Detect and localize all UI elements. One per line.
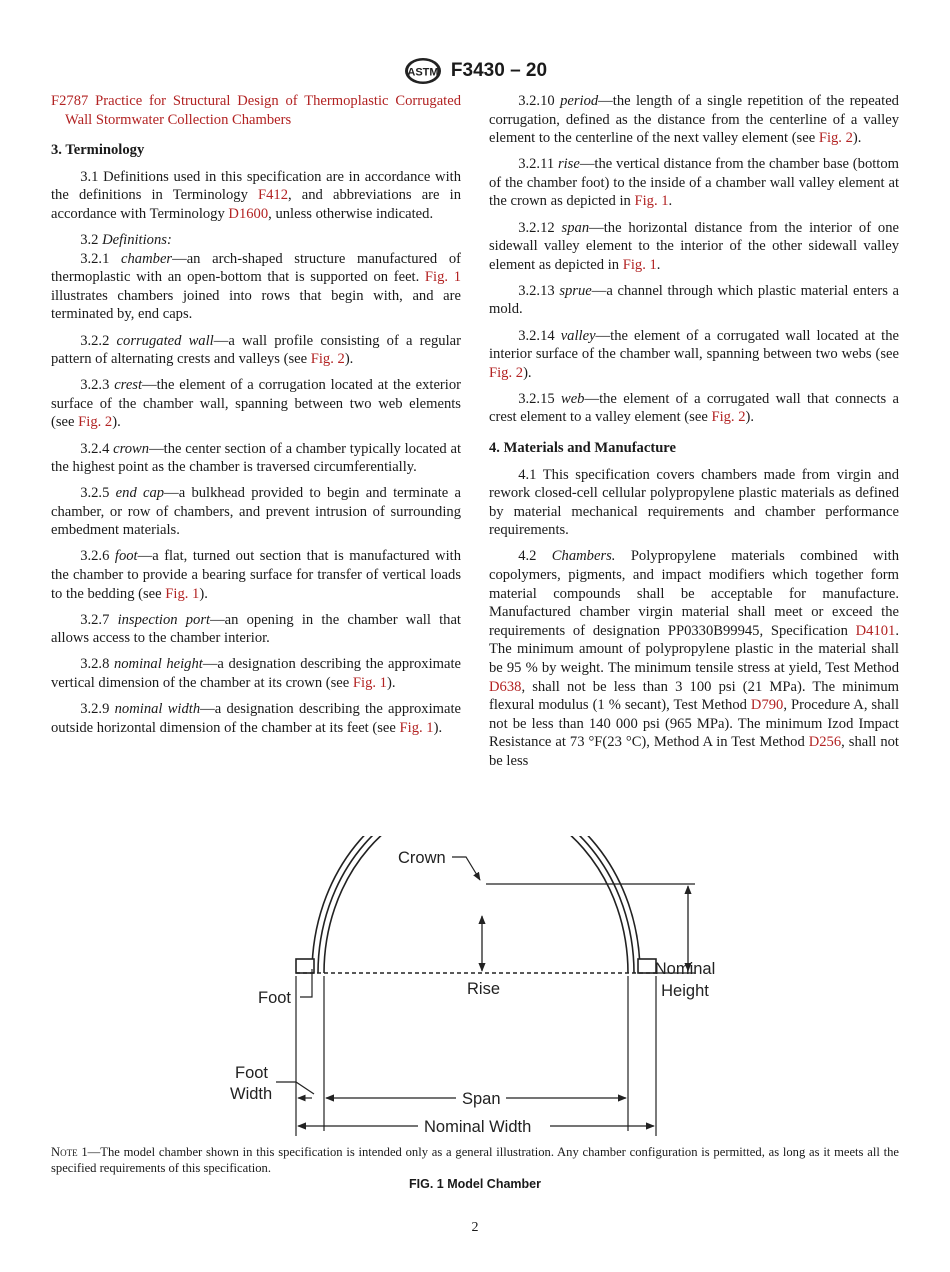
svg-text:ASTM: ASTM bbox=[407, 66, 439, 79]
link-d790[interactable]: D790 bbox=[750, 697, 784, 714]
para-3-2-12: 3.2.12 span—the horizontal distance from the interior of one sidewall valley element to the interior of the other sidewall valley element as depicted in Fig. 1. bbox=[489, 219, 899, 273]
link-d638[interactable]: D638 bbox=[489, 678, 522, 695]
page-header bbox=[0, 56, 950, 86]
section-heading-materials: 4. Materials and Manufacture bbox=[489, 440, 676, 456]
reference-f2787 bbox=[51, 92, 461, 129]
link-d1600[interactable]: D1600 bbox=[228, 205, 269, 222]
para-3-2-2: 3.2.2 corrugated wall—a wall profile consisting of a regular pattern of alternating crests and valleys (see Fig. 2). bbox=[51, 332, 461, 368]
label-nominal-height-2: Height bbox=[661, 982, 709, 1000]
link-fig2[interactable]: Fig. 2 bbox=[78, 414, 113, 431]
para-3-2-15: 3.2.15 web—the element of a corrugated wall that connects a crest element to a valley element (see Fig. 2). bbox=[489, 390, 899, 426]
label-foot: Foot bbox=[258, 989, 292, 1007]
figure-caption: FIG. 1 Model Chamber bbox=[409, 1177, 541, 1191]
link-fig2[interactable]: Fig. 2 bbox=[310, 351, 345, 368]
link-fig2[interactable]: Fig. 2 bbox=[489, 364, 524, 381]
para-3-2-1: 3.2.1 chamber—an arch-shaped structure manufactured of thermoplastic with an open-bottom that is supported on feet. Fig. 1 illustrates chambers joined into rows that begin with, and are terminated by, end caps. bbox=[51, 250, 461, 323]
link-fig1[interactable]: Fig. 1 bbox=[399, 719, 434, 736]
para-3-2: 3.2 Definitions: bbox=[80, 232, 172, 249]
para-3-2-4: 3.2.4 crown—the center section of a chamber typically located at the highest point as the chamber is traversed circumferentially. bbox=[51, 440, 461, 476]
link-d4101[interactable]: D4101 bbox=[855, 622, 896, 639]
label-span: Span bbox=[462, 1090, 501, 1108]
para-3-2-10: 3.2.10 period—the length of a single repetition of the repeated corrugation, defined as the distance from the centerline of a valley element to the centerline of the next valley element (see Fig. 2). bbox=[489, 93, 899, 147]
link-d256[interactable]: D256 bbox=[808, 734, 842, 751]
link-fig1[interactable]: Fig. 1 bbox=[424, 269, 461, 286]
para-3-2-6: 3.2.6 foot—a flat, turned out section that is manufactured with the chamber to provide a bearing surface for transfer of vertical loads to the bedding (see Fig. 1). bbox=[51, 548, 461, 602]
label-foot-width-2: Width bbox=[230, 1085, 273, 1103]
label-nominal-width: Nominal Width bbox=[424, 1118, 532, 1136]
right-foot bbox=[638, 959, 656, 973]
para-3-2-9: 3.2.9 nominal width—a designation describing the approximate outside horizontal dimension of the chamber at its feet (see Fig. 1). bbox=[51, 701, 462, 736]
para-3-2-5: 3.2.5 end cap—a bulkhead provided to begin and terminate a chamber, or row of chambers, and prevent intrusion of surrounding embedment materials. bbox=[51, 485, 461, 539]
para-3-2-7: 3.2.7 inspection port—an opening in the chamber wall that allows access to the chamber interior. bbox=[51, 611, 461, 647]
label-crown: Crown bbox=[398, 849, 446, 867]
right-column bbox=[489, 92, 899, 778]
ref-link[interactable]: F2787 bbox=[51, 93, 89, 109]
label-rise: Rise bbox=[467, 980, 501, 998]
para-3-2-8: 3.2.8 nominal height—a designation describing the approximate vertical dimension of the chamber at its crown (see Fig. 1). bbox=[51, 656, 461, 692]
para-4-2: 4.2 Chambers. Polypropylene materials combined with copolymers, pigments, and impact modifiers which together form material compounds shall be acceptable for manufacture. Manufactured chamber virgin material shall meet or exceed the requirements of designation PP0330B99945, Specification D4101. The minimum amount of polypropylene plastic in the material shall be 95 % by weight. The minimum tensile stress at yield, Test Method D638, shall not be less than 3 100 psi (21 MPa). The minimum flexural modulus (1 % secant), Test Method D790, Procedure A, shall not be less than 140 000 psi (965 MPa). The minimum Izod Impact Resistance at 73 °F(23 °C), Method A in Test Method D256, shall not be less bbox=[489, 548, 899, 769]
link-fig1[interactable]: Fig. 1 bbox=[634, 193, 669, 210]
link-fig1[interactable]: Fig. 1 bbox=[165, 585, 200, 602]
label-nominal-height-1: Nominal bbox=[654, 960, 716, 978]
section-heading-terminology: 3. Terminology bbox=[51, 142, 145, 159]
para-3-1: 3.1 Definitions used in this specification are in accordance with the definitions in Terminology F412, and abbreviations are in accordance with Terminology D1600, unless otherwise indicated. bbox=[51, 168, 461, 222]
figure-note: Note 1—The model chamber shown in this specification is intended only as a general illustration. Any chamber configuration is permitted, as long as it meets all the specified requirements of this specification. bbox=[51, 1145, 899, 1175]
left-column bbox=[51, 92, 461, 745]
chamber-arch bbox=[312, 836, 640, 973]
page-number: 2 bbox=[471, 1220, 479, 1235]
para-3-2-13: 3.2.13 sprue—a channel through which plastic material enters a mold. bbox=[489, 282, 900, 318]
model-chamber-figure bbox=[190, 836, 770, 1136]
ref-title[interactable]: Practice for Structural Design of Thermoplastic Corrugated Wall Stormwater Collection Chambers bbox=[65, 93, 461, 128]
link-fig1[interactable]: Fig. 1 bbox=[622, 256, 657, 273]
astm-logo-icon bbox=[403, 56, 443, 86]
link-fig1[interactable]: Fig. 1 bbox=[352, 675, 387, 692]
para-3-2-14: 3.2.14 valley—the element of a corrugated wall located at the interior surface of the chamber wall, spanning between two webs (see Fig. 2). bbox=[489, 327, 899, 381]
para-4-1: 4.1 This specification covers chambers made from virgin and rework closed-cell cellular polypropylene plastic materials as defined by material mechanical requirements and chamber performance requirements. bbox=[489, 466, 899, 539]
document-code: F3430 – 20 bbox=[450, 60, 548, 81]
para-3-2-3: 3.2.3 crest—the element of a corrugation located at the exterior surface of the chamber wall, spanning between two web elements (see Fig. 2). bbox=[51, 377, 461, 431]
para-3-2-11: 3.2.11 rise—the vertical distance from the chamber base (bottom of the chamber foot) to the inside of a chamber wall valley element at the crown as depicted in Fig. 1. bbox=[489, 156, 899, 210]
link-fig2[interactable]: Fig. 2 bbox=[818, 130, 853, 147]
left-foot bbox=[296, 959, 314, 973]
link-f412[interactable]: F412 bbox=[258, 187, 289, 204]
link-fig2[interactable]: Fig. 2 bbox=[711, 409, 746, 426]
label-foot-width-1: Foot bbox=[235, 1064, 269, 1082]
